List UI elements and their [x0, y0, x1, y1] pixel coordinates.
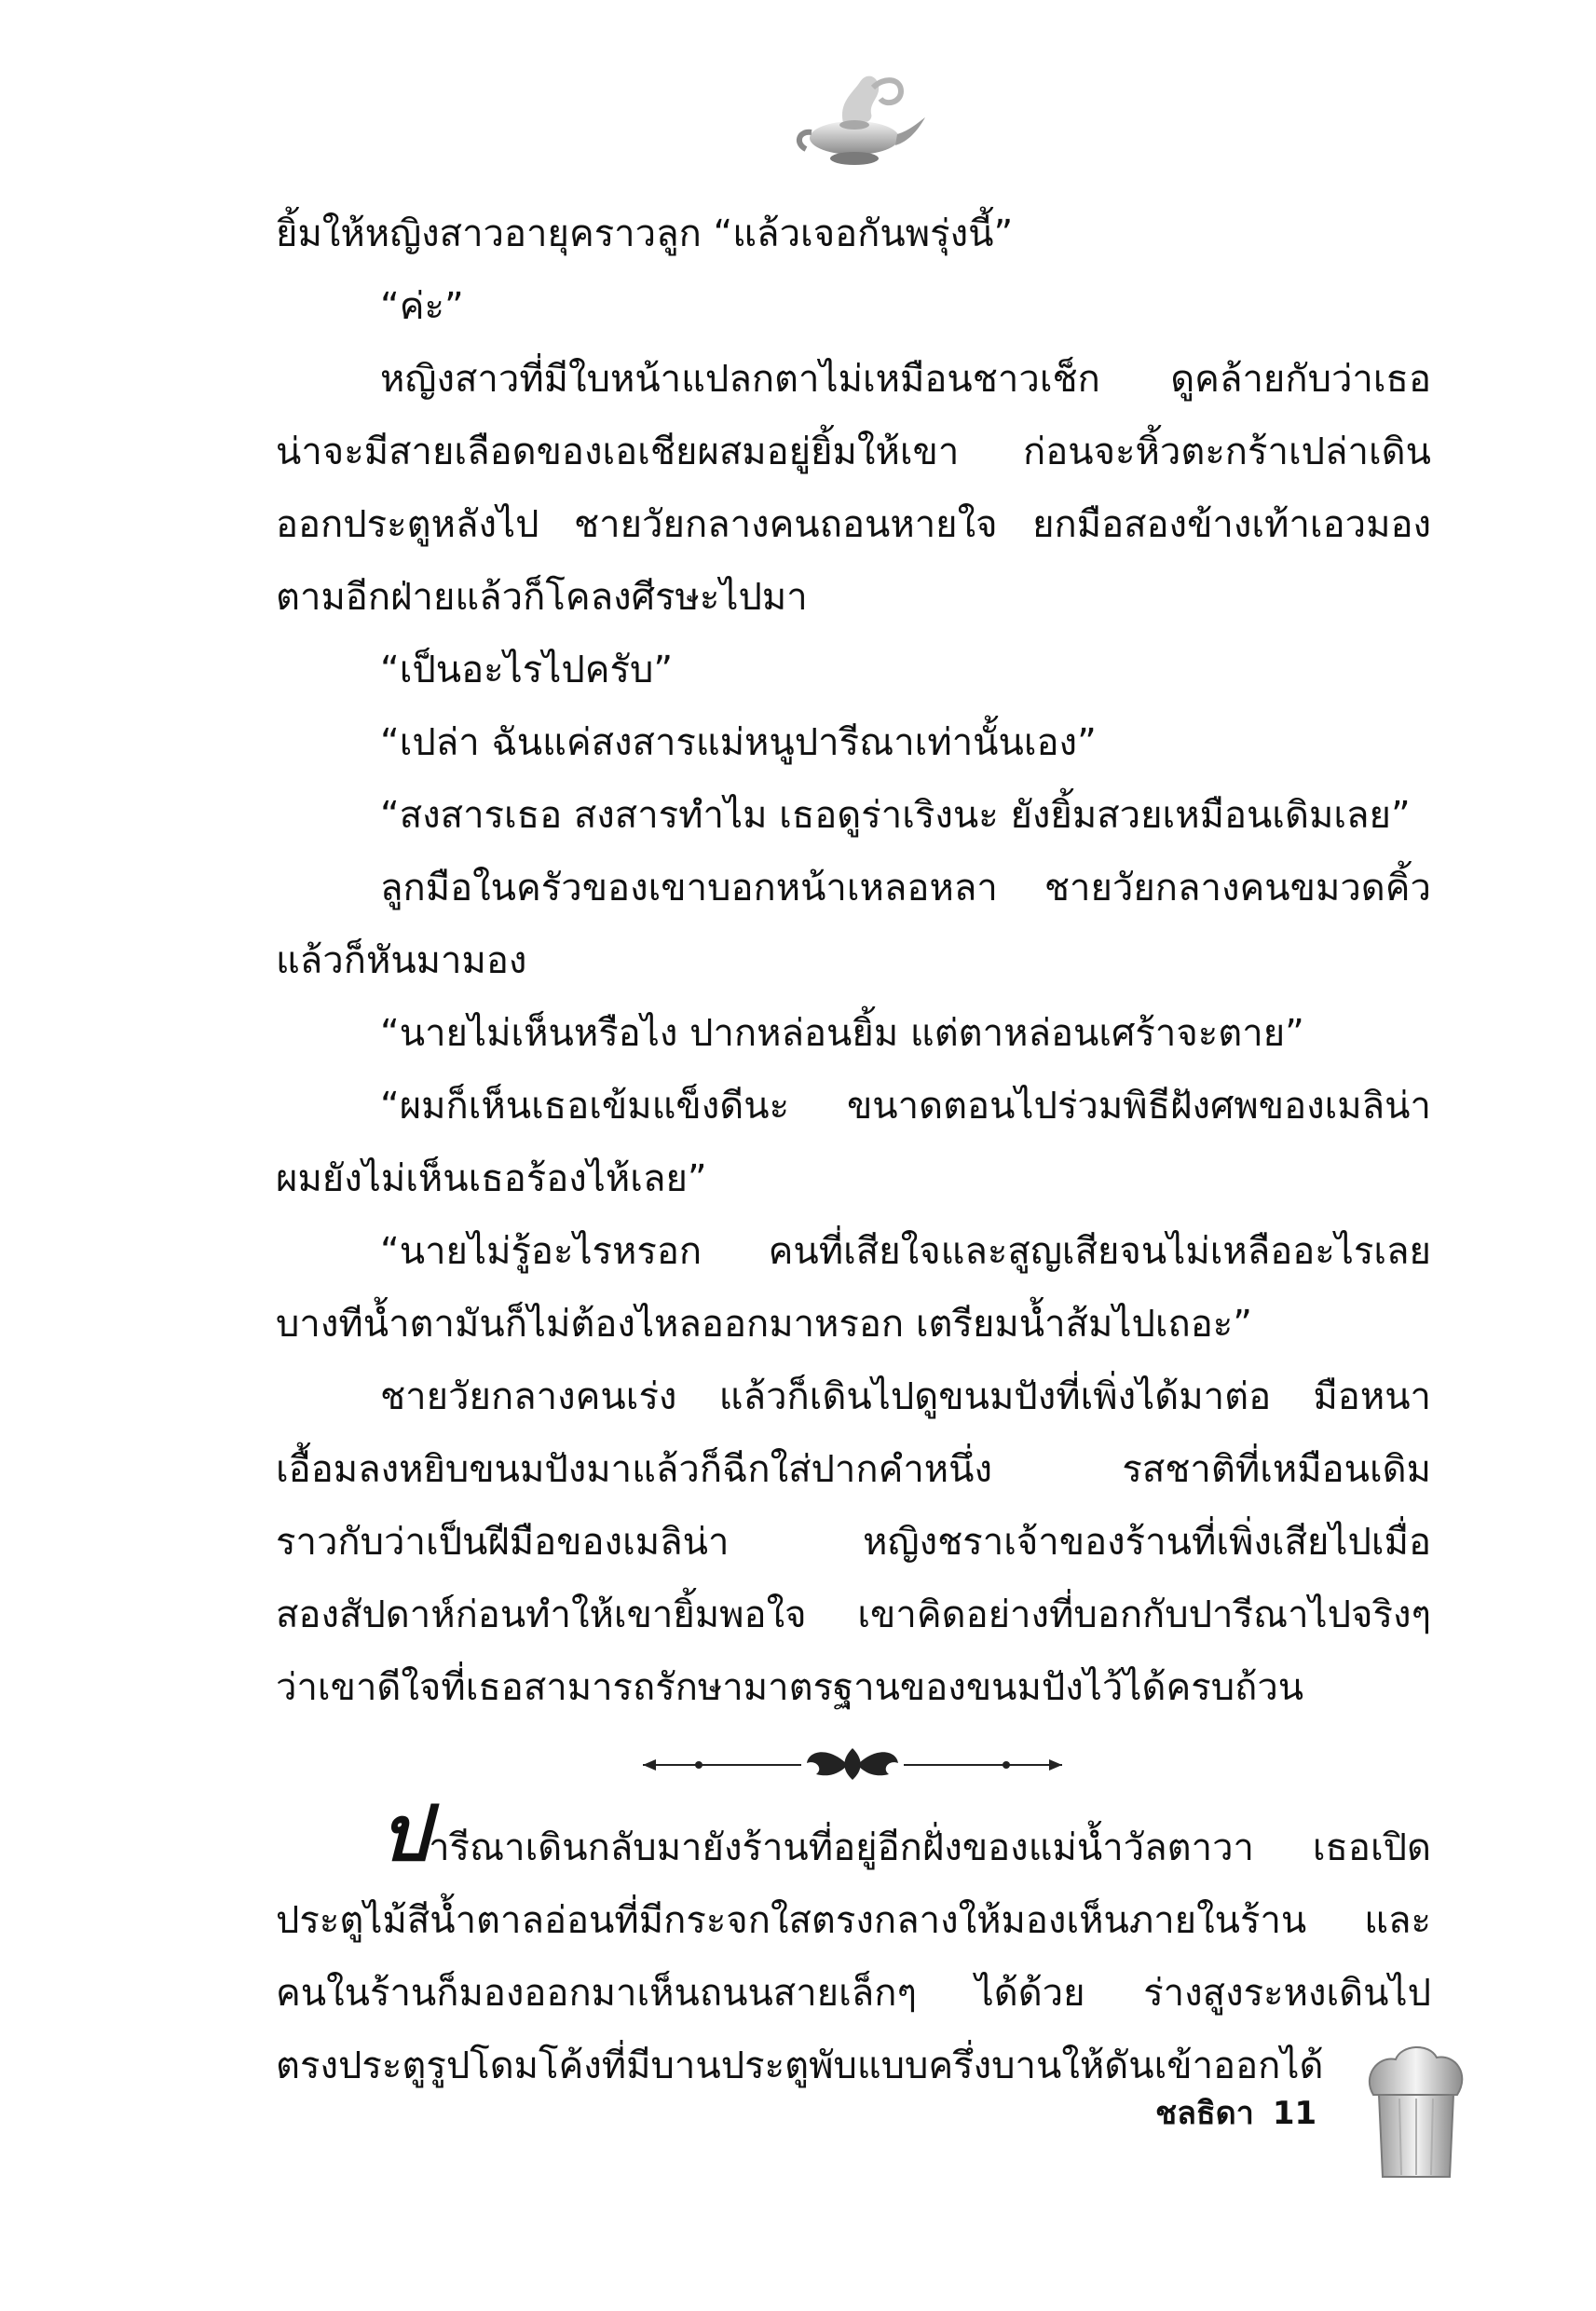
section-two [276, 1789, 1431, 2102]
text-line: ตรงประตูรูปโดมโค้งที่มีบานประตูพับแบบครึ่งบานให้ดันเข้าออกได้ [276, 2044, 1324, 2087]
page-footer [1155, 2087, 1316, 2138]
text-line: “นายไม่เห็นหรือไง ปากหล่อนยิ้ม แต่ตาหล่อนเศร้าจะตาย” [380, 1012, 1304, 1055]
text-line: หญิงสาวที่มีใบหน้าแปลกตาไม่เหมือนชาวเช็ก ดูคล้ายกับว่าเธอ [380, 358, 1431, 401]
chef-hat-icon [1362, 2039, 1468, 2182]
text-line: แล้วก็หันมามอง [276, 939, 527, 982]
text-line: สองสัปดาห์ก่อนทำให้เขายิ้มพอใจ เขาคิดอย่างที่บอกกับปารีณาไปจริงๆ [276, 1593, 1431, 1636]
text-line: ประตูไม้สีน้ำตาลอ่อนที่มีกระจกใสตรงกลางให้มองเห็นภายในร้าน และ [276, 1899, 1431, 1942]
ornament-divider-icon [634, 1741, 1071, 1787]
page-number: 11 [1272, 2095, 1317, 2132]
drop-cap: ป [380, 1789, 430, 1879]
text-line: ออกประตูหลังไป ชายวัยกลางคนถอนหายใจ ยกมือสองข้างเท้าเอวมอง [276, 503, 1431, 546]
text-line: ยิ้มให้หญิงสาวอายุคราวลูก “แล้วเจอกันพรุ่งนี้” [276, 212, 1014, 255]
text-line: น่าจะมีสายเลือดของเอเชียผสมอยู่ยิ้มให้เขา ก่อนจะหิ้วตะกร้าเปล่าเดิน [276, 431, 1431, 473]
text-line: ลูกมือในครัวของเขาบอกหน้าเหลอหลา ชายวัยกลางคนขมวดคิ้ว [380, 867, 1431, 909]
text-line: คนในร้านก็มองออกมาเห็นถนนสายเล็กๆ ได้ด้วย ร่างสูงระหงเดินไป [276, 1972, 1431, 2015]
text-line: ราวกับว่าเป็นฝีมือของเมลิน่า หญิงชราเจ้าของร้านที่เพิ่งเสียไปเมื่อ [276, 1521, 1431, 1564]
text-line: ว่าเขาดีใจที่เธอสามารถรักษามาตรฐานของขนมปังไว้ได้ครบถ้วน [276, 1666, 1304, 1709]
text-line: “นายไม่รู้อะไรหรอก คนที่เสียใจและสูญเสียจนไม่เหลืออะไรเลย [380, 1230, 1431, 1273]
text-line: “ผมก็เห็นเธอเข้มแข็งดีนะ ขนาดตอนไปร่วมพิธีฝังศพของเมลิน่า [380, 1085, 1431, 1128]
text-line: “เปล่า ฉันแค่สงสารแม่หนูปารีณาเท่านั้นเอง” [380, 721, 1097, 764]
text-line: “ค่ะ” [380, 285, 464, 328]
text-line: “สงสารเธอ สงสารทำไม เธอดูร่าเริงนะ ยังยิ้มสวยเหมือนเดิมเลย” [380, 794, 1411, 837]
text-line: เอื้อมลงหยิบขนมปังมาแล้วก็ฉีกใส่ปากคำหนึ่ง รสชาติที่เหมือนเดิม [276, 1448, 1431, 1491]
first-line-text: ารีณาเดินกลับมายังร้านที่อยู่อีกฝั่งของแม่น้ำวัลตาวา เธอเปิด [429, 1826, 1431, 1869]
text-line: ผมยังไม่เห็นเธอร้องไห้เลย” [276, 1157, 707, 1200]
text-line: ตามอีกฝ่ายแล้วก็โคลงศีรษะไปมา [276, 576, 808, 619]
body-text [276, 198, 1431, 1724]
text-line [276, 1789, 1431, 1884]
text-line: “เป็นอะไรไปครับ” [380, 649, 674, 691]
text-line: ชายวัยกลางคนเร่ง แล้วก็เดินไปดูขนมปังที่เพิ่งได้มาต่อ มือหนา [380, 1375, 1431, 1418]
magic-lamp-icon [787, 65, 927, 177]
author-name: ชลธิดา [1155, 2095, 1254, 2132]
text-line: บางทีน้ำตามันก็ไม่ต้องไหลออกมาหรอก เตรียมน้ำส้มไปเถอะ” [276, 1303, 1252, 1346]
